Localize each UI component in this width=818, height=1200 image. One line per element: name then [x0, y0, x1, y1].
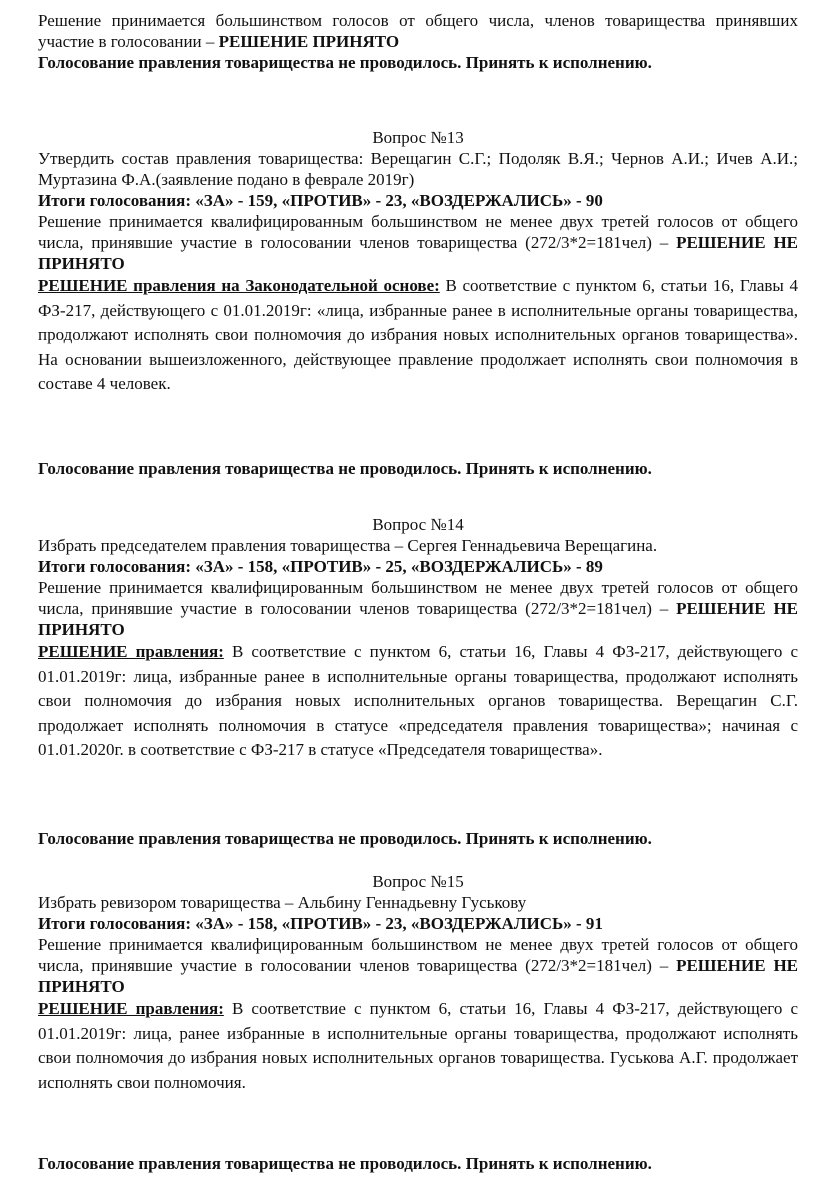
question-proposal: Избрать ревизором товарищества – Альбину Геннадьевну Гуськову [38, 893, 527, 912]
result: РЕШЕНИЕ НЕ ПРИНЯТО [38, 599, 799, 639]
question-14 [38, 514, 798, 763]
board-decision: РЕШЕНИЕ правления: В соответствие с пунктом 6, статьи 16, Главы 4 ФЗ-217, действующего с 01.01.2019г: лица, избранные ранее в исполнительные органы товарищества, продолжают исполнять свои полномочия до избрания новых исполнительных органов товарищества. Верещагин С.Г. продолжает исполнять полномочия в статусе «председателя правления товарищества»; начиная с 01.01.2020г. в соответствие с ФЗ-217 в статусе «Председателя товарищества». [38, 642, 798, 759]
decision-rule: Решение принимается квалифицированным большинством не менее двух третей голосов от общего числа, принявшие участие в голосовании членов товарищества (272/3*2=181чел) – РЕШЕНИЕ НЕ ПРИНЯТО [38, 212, 799, 273]
question-15 [38, 871, 798, 1095]
question-title: Вопрос №14 [372, 515, 464, 534]
decision-heading: РЕШЕНИЕ правления: [38, 642, 224, 661]
result: РЕШЕНИЕ ПРИНЯТО [218, 32, 400, 51]
board-note: Голосование правления товарищества не проводилось. Принять к исполнению. [38, 459, 652, 478]
decision-rule: Решение принимается квалифицированным большинством не менее двух третей голосов от общего числа, принявшие участие в голосовании членов товарищества (272/3*2=181чел) – РЕШЕНИЕ НЕ ПРИНЯТО [38, 578, 799, 639]
question-13 [38, 127, 798, 397]
vote-results: Итоги голосования: «ЗА» - 159, «ПРОТИВ» - 23, «ВОЗДЕРЖАЛИСЬ» - 90 [38, 191, 603, 210]
question-title: Вопрос №15 [372, 872, 464, 891]
question-title: Вопрос №13 [372, 128, 464, 147]
decision-heading: РЕШЕНИЕ правления: [38, 999, 224, 1018]
board-decision: РЕШЕНИЕ правления на Законодательной основе: В соответствие с пунктом 6, статьи 16, Главы 4 ФЗ-217, действующего с 01.01.2019г: «лица, избранные ранее в исполнительные органы товарищества, продолжают исполнять свои полномочия до избрания новых исполнительных органов товарищества». На основании вышеизложенного, действующее правление продолжает исполнять свои полномочия в составе 4 человек. [38, 276, 798, 393]
intro-rule: Решение принимается большинством голосов от общего числа, членов товарищества принявших участие в голосовании – РЕШЕНИЕ ПРИНЯТО [38, 11, 798, 51]
question-proposal: Избрать председателем правления товарищества – Сергея Геннадьевича Верещагина. [38, 536, 658, 555]
board-note: Голосование правления товарищества не проводилось. Принять к исполнению. [38, 829, 652, 848]
decision-rule: Решение принимается квалифицированным большинством не менее двух третей голосов от общего числа, принявшие участие в голосовании членов товарищества (272/3*2=181чел) – РЕШЕНИЕ НЕ ПРИНЯТО [38, 935, 799, 996]
vote-results: Итоги голосования: «ЗА» - 158, «ПРОТИВ» - 25, «ВОЗДЕРЖАЛИСЬ» - 89 [38, 557, 603, 576]
board-note: Голосование правления товарищества не проводилось. Принять к исполнению. [38, 53, 652, 72]
vote-results: Итоги голосования: «ЗА» - 158, «ПРОТИВ» - 23, «ВОЗДЕРЖАЛИСЬ» - 91 [38, 914, 603, 933]
result: РЕШЕНИЕ НЕ ПРИНЯТО [38, 233, 799, 273]
result: РЕШЕНИЕ НЕ ПРИНЯТО [38, 956, 799, 996]
board-decision: РЕШЕНИЕ правления: В соответствие с пунктом 6, статьи 16, Главы 4 ФЗ-217, действующего с 01.01.2019г: лица, ранее избранные в исполнительные органы товарищества, продолжают исполнять свои полномочия до избрания новых исполнительных органов товарищества. Гуськова А.Г. продолжает исполнять свои полномочия. [38, 999, 798, 1092]
decision-heading: РЕШЕНИЕ правления на Законодательной основе: [38, 276, 440, 295]
question-proposal: Утвердить состав правления товарищества: Верещагин С.Г.; Подоляк В.Я.; Чернов А.И.; Ичев А.И.; Муртазина Ф.А.(заявление подано в феврале 2019г) [38, 149, 798, 189]
intro-section [38, 10, 798, 73]
board-note: Голосование правления товарищества не проводилось. Принять к исполнению. [38, 1154, 652, 1173]
